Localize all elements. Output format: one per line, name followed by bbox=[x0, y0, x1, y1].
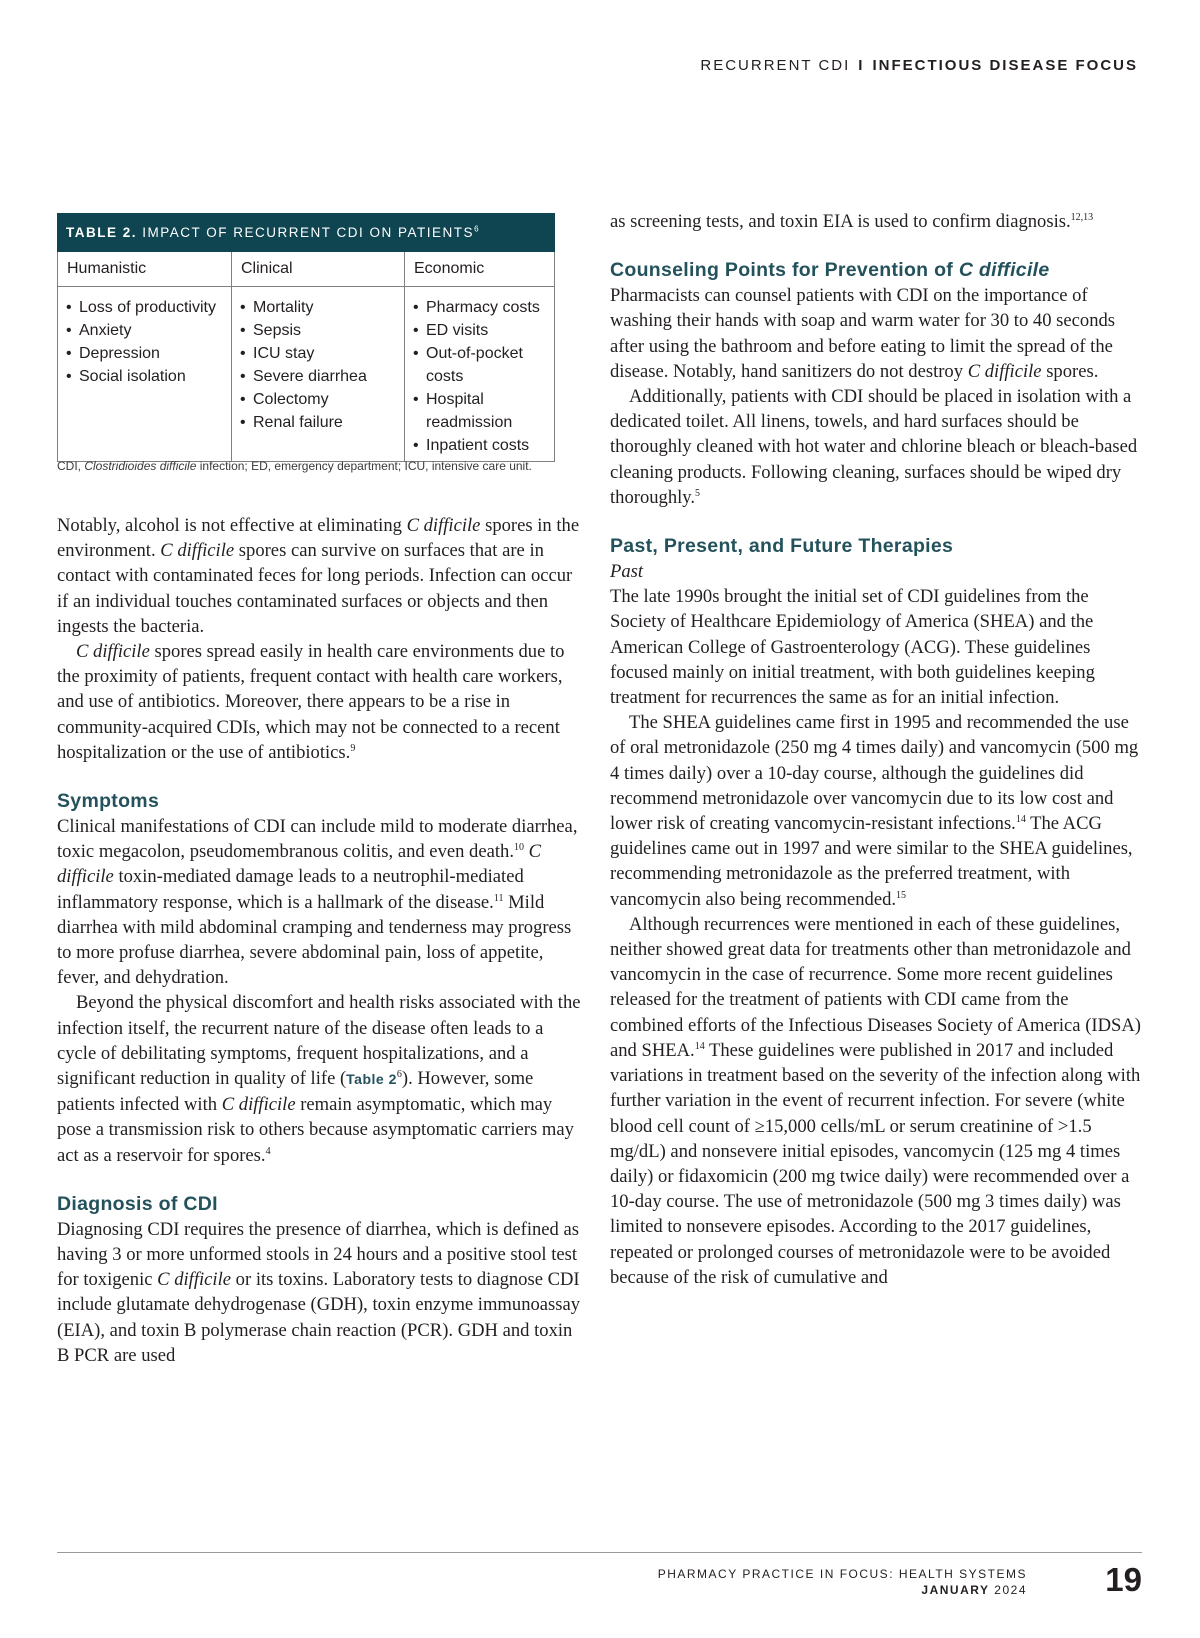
column-header-economic: Economic bbox=[405, 252, 555, 287]
list-item: • Mortality bbox=[240, 296, 400, 319]
list-item: • Anxiety bbox=[66, 319, 227, 342]
right-column bbox=[610, 209, 1145, 1290]
list-item: • Depression bbox=[66, 342, 227, 365]
left-column bbox=[57, 513, 583, 1368]
column-header-clinical: Clinical bbox=[232, 252, 405, 287]
list-item: • Social isolation bbox=[66, 365, 227, 388]
list-item: • Hospital readmission bbox=[413, 388, 550, 434]
paragraph: Beyond the physical discomfort and health risks associated with the infection itself, the recurrent nature of the disease often leads to a cycle of debilitating symptoms, frequent hospitalizations, and a significant reduction in quality of life (Table $2^6$). However, some patients infected with C difficile remain asymptomatic, which may pose a transmission risk to others because asymptomatic carriers may act as a reservoir for spores.$^4$ bbox=[57, 992, 581, 1166]
header-category: INFECTIOUS DISEASE FOCUS bbox=[872, 57, 1138, 74]
section-heading-therapies: Past, Present, and Future Therapies bbox=[610, 535, 954, 558]
economic-cell bbox=[405, 287, 555, 462]
paragraph: The SHEA guidelines came first in 1995 and recommended the use of oral metronidazole (250 mg 4 times daily) and vancomycin (500 mg 4 times daily) over a 10-day course, although the guidelines did recommend metronidazole over vancomycin due to its low cost and lower risk of creating vancomycin-resistant infections.$^{14}$ The ACG guidelines came out in 1997 and were similar to the SHEA guidelines, recommending metronidazole as the preferred treatment, with vancomycin also being recommended.$^{15}$ bbox=[610, 712, 1139, 910]
list-item: • Sepsis bbox=[240, 319, 400, 342]
table-label: TABLE 2. bbox=[66, 225, 138, 240]
list-item: • Renal failure bbox=[240, 411, 400, 434]
header-section: RECURRENT CDI bbox=[700, 57, 851, 74]
table-2 bbox=[57, 213, 555, 462]
list-item: • Inpatient costs bbox=[413, 434, 550, 457]
page-number: 19 bbox=[1105, 1561, 1142, 1598]
paragraph: Additionally, patients with CDI should be placed in isolation with a dedicated toilet. All linens, towels, and hard surfaces should be thoroughly cleaned with hot water and chlorine bleach or bleach-based cleaning products. Following cleaning, surfaces should be wiped dry thoroughly.$^5$ bbox=[610, 386, 1138, 508]
list-item: • ICU stay bbox=[240, 342, 400, 365]
humanistic-cell bbox=[58, 287, 232, 462]
section-heading-symptoms: Symptoms bbox=[57, 790, 160, 813]
footer-divider bbox=[57, 1552, 1142, 1553]
issue-year: 2024 bbox=[994, 1583, 1027, 1597]
list-item: • Pharmacy costs bbox=[413, 296, 550, 319]
table-title: IMPACT OF RECURRENT CDI ON PATIENTS bbox=[142, 225, 475, 240]
section-heading-diagnosis: Diagnosis of CDI bbox=[57, 1192, 218, 1215]
table-title-bar bbox=[57, 213, 555, 252]
paragraph: Diagnosing CDI requires the presence of diarrhea, which is defined as having 3 or more unformed stools in 24 hours and a positive stool test for toxigenic C difficile or its toxins. Laboratory tests to diagnose CDI include glutamate dehydrogenase (GDH), toxin enzyme immunoassay (EIA), and toxin B polymerase chain reaction (PCR). GDH and toxin B PCR are used bbox=[57, 1218, 581, 1366]
list-item: • Loss of productivity bbox=[66, 296, 227, 319]
list-item: • Colectomy bbox=[240, 388, 400, 411]
paragraph: Clinical manifestations of CDI can include mild to moderate diarrhea, toxic megacolon, pseudomembranous colitis, and even death.$^{10}$ C difficile toxin-mediated damage leads to a neutrophil-mediated inflammatory response, which is a hallmark of the disease.$^{11}$ Mild diarrhea with mild abdominal cramping and tenderness may progress to more profuse diarrhea, severe abdominal pain, loss of appetite, fever, and dehydration. bbox=[57, 816, 578, 989]
paragraph: C difficile spores spread easily in health care environments due to the proximity of patients, frequent contact with health care workers, and use of antibiotics. Moreover, there appears to be a rise in community-acquired CDIs, which may not be connected to a recent hospitalization or the use of antibiotics.$^9$ bbox=[57, 641, 565, 763]
paragraph: Pharmacists can counsel patients with CDI on the importance of washing their hands with soap and warm water for 30 to 40 seconds after using the bathroom and before eating to limit the spread of the disease. Notably, hand sanitizers do not destroy C difficile spores. bbox=[610, 285, 1116, 382]
list-item: • ED visits bbox=[413, 319, 550, 342]
clinical-cell bbox=[232, 287, 405, 462]
section-heading-counseling: Counseling Points for Prevention of C difficile bbox=[610, 259, 1050, 282]
subheading-past: Past bbox=[610, 561, 644, 583]
list-item: • Severe diarrhea bbox=[240, 365, 400, 388]
issue-month: JANUARY bbox=[921, 1583, 990, 1597]
header-separator: I bbox=[858, 57, 865, 74]
impact-table bbox=[57, 252, 555, 462]
list-item: • Out-of-pocket costs bbox=[413, 342, 550, 388]
table-2-reference[interactable]: Table 2 bbox=[346, 1071, 397, 1088]
paragraph: Although recurrences were mentioned in each of these guidelines, neither showed great data for treatments other than metronidazole and vancomycin in the case of recurrence. Some more recent guidelines released for the treatment of patients with CDI came from the combined efforts of the Infectious Diseases Society of America (IDSA) and SHEA.$^{14}$ These guidelines were published in 2017 and included variations in treatment based on the severity of the infection along with further variation in the event of recurrent infection. For severe (white blood cell count of ≥15,000 cells/mL or serum creatinine of >1.5 mg/dL) and nonsevere initial episodes, vancomycin (125 mg 4 times daily) or fidaxomicin (200 mg twice daily) were recommended over a 10-day course. The use of metronidazole (500 mg 3 times daily) was limited to nonsevere episodes. According to the 2017 guidelines, repeated or prolonged courses of metronidazole were to be avoided because of the risk of cumulative and bbox=[610, 913, 1141, 1288]
footer-journal bbox=[658, 1566, 1027, 1598]
running-header bbox=[700, 57, 1138, 74]
column-header-humanistic: Humanistic bbox=[58, 252, 232, 287]
paragraph: as screening tests, and toxin EIA is used to confirm diagnosis.$^{12,13}$ bbox=[610, 211, 1094, 232]
table-ref: 6 bbox=[474, 224, 481, 234]
journal-title: PHARMACY PRACTICE IN FOCUS: HEALTH SYSTEMS bbox=[657, 1567, 1027, 1581]
table-footnote: CDI, Clostridioides difficile infection; ED, emergency department; ICU, intensive care unit. bbox=[57, 459, 532, 473]
paragraph: The late 1990s brought the initial set of CDI guidelines from the Society of Healthcare Epidemiology of America (SHEA) and the American College of Gastroenterology (ACG). These guidelines focused mainly on initial treatment, with both guidelines keeping treatment for recurrences the same as for an initial infection. bbox=[610, 586, 1095, 709]
paragraph: Notably, alcohol is not effective at eliminating C difficile spores in the environment. C difficile spores can survive on surfaces that are in contact with contaminated feces for long periods. Infection can occur if an individual touches contaminated surfaces or objects and then ingests the bacteria. bbox=[57, 515, 580, 637]
